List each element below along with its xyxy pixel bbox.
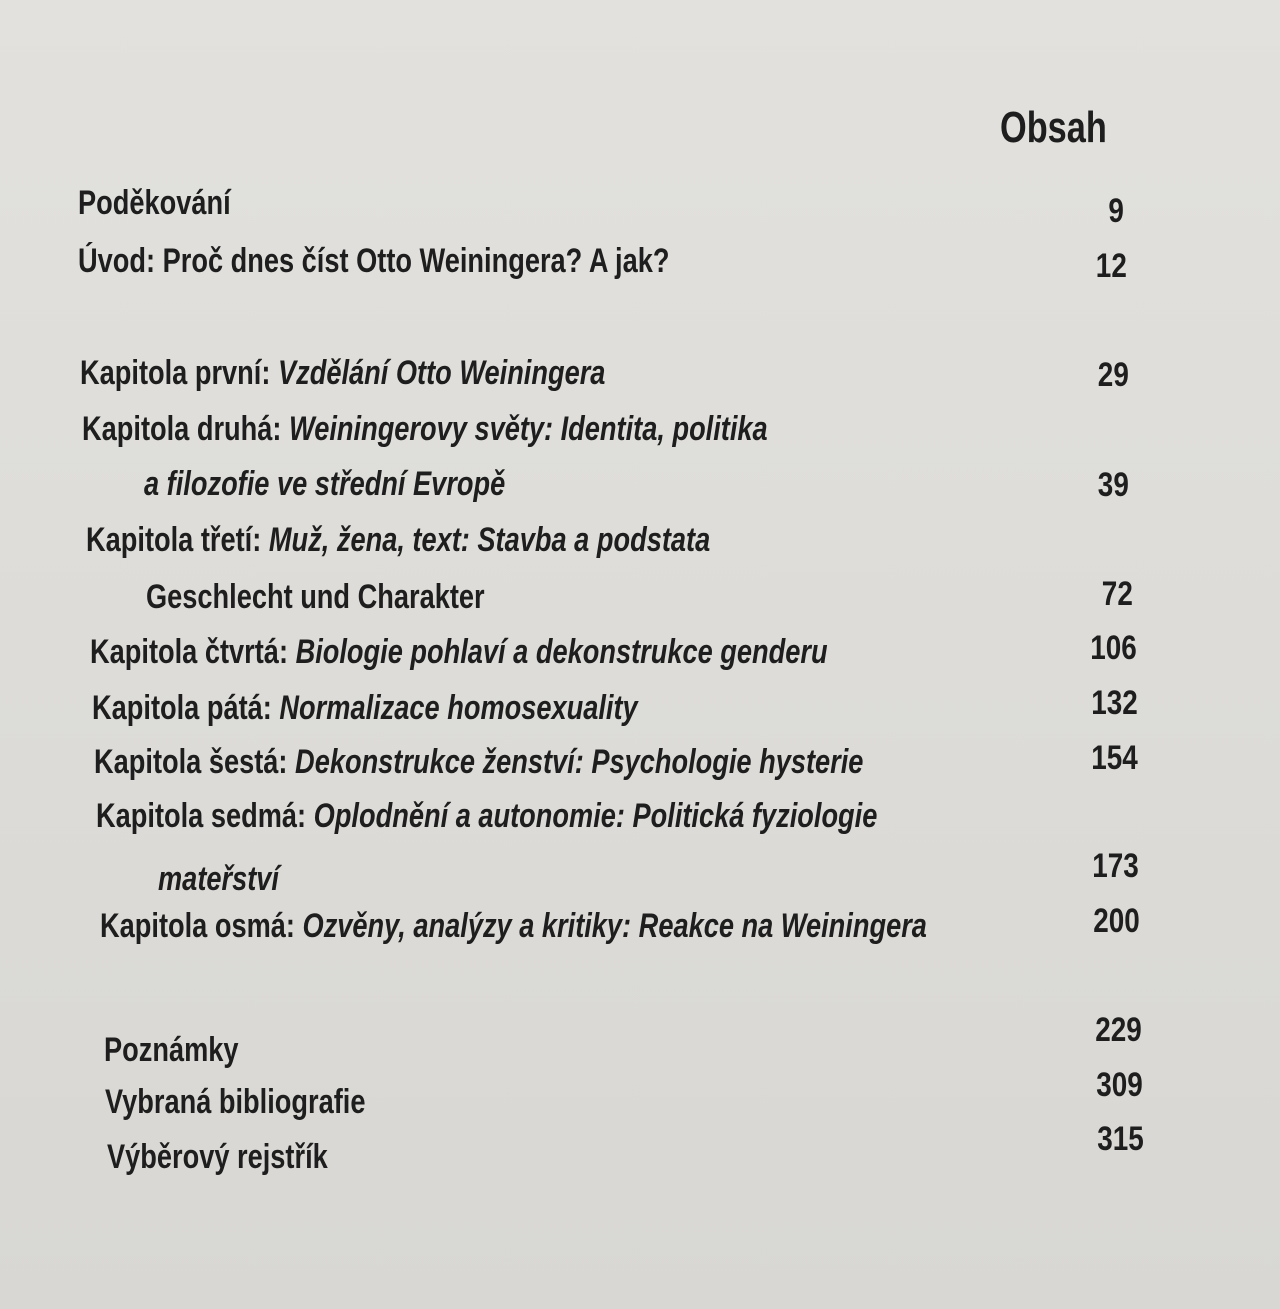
toc-entry-notes bbox=[104, 1031, 239, 1070]
toc-entry-chapter-6 bbox=[94, 743, 863, 782]
toc-entry-chapter-5 bbox=[92, 689, 638, 728]
chapter-prefix: Kapitola pátá: bbox=[92, 689, 272, 727]
chapter-prefix: Kapitola třetí: bbox=[86, 521, 262, 559]
toc-entry-index bbox=[107, 1138, 328, 1177]
toc-entry-label: Poznámky bbox=[104, 1031, 239, 1069]
toc-page-number: 29 bbox=[1097, 356, 1129, 394]
toc-entry-bibliography bbox=[105, 1083, 365, 1122]
chapter-title-continuation: mateřství bbox=[158, 860, 279, 898]
toc-page-number: 309 bbox=[1096, 1066, 1143, 1104]
toc-entry-label: Vybraná bibliografie bbox=[105, 1083, 366, 1121]
toc-entry-label: Úvod: Proč dnes číst Otto Weiningera? A jak? bbox=[78, 242, 670, 280]
toc-page-number: 9 bbox=[1108, 192, 1124, 230]
toc-page-number: 132 bbox=[1091, 684, 1138, 722]
chapter-prefix: Kapitola první: bbox=[80, 354, 271, 392]
chapter-title: Dekonstrukce ženství: Psychologie hysterie bbox=[295, 743, 864, 781]
toc-entry-chapter-3 bbox=[86, 521, 710, 560]
toc-entry-chapter-4 bbox=[90, 633, 828, 672]
chapter-title: Ozvěny, analýzy a kritiky: Reakce na Weiningera bbox=[302, 907, 927, 945]
chapter-prefix: Kapitola druhá: bbox=[82, 410, 282, 448]
toc-page-number: 12 bbox=[1095, 247, 1127, 285]
toc-page-number: 173 bbox=[1092, 847, 1139, 885]
chapter-title-continuation: Geschlecht und Charakter bbox=[146, 578, 485, 616]
toc-page-number: 154 bbox=[1091, 739, 1138, 777]
toc-entry-chapter-2-continuation bbox=[144, 465, 505, 504]
chapter-prefix: Kapitola sedmá: bbox=[96, 797, 307, 835]
toc-entry-chapter-3-continuation bbox=[146, 578, 485, 617]
toc-entry-introduction bbox=[78, 242, 669, 281]
toc-page-number: 200 bbox=[1093, 902, 1140, 940]
chapter-prefix: Kapitola osmá: bbox=[100, 907, 295, 945]
chapter-title: Vzdělání Otto Weiningera bbox=[277, 354, 606, 392]
chapter-title: Biologie pohlaví a dekonstrukce genderu bbox=[295, 633, 828, 671]
chapter-prefix: Kapitola čtvrtá: bbox=[90, 633, 288, 671]
toc-entry-chapter-1 bbox=[80, 354, 605, 393]
toc-entry-acknowledgements bbox=[78, 184, 231, 223]
toc-entry-chapter-2 bbox=[82, 410, 768, 449]
toc-page-number: 72 bbox=[1101, 575, 1133, 613]
toc-entry-chapter-7 bbox=[96, 797, 877, 836]
toc-entry-label: Výběrový rejstřík bbox=[107, 1138, 328, 1176]
chapter-title: Oplodnění a autonomie: Politická fyziologie bbox=[313, 797, 878, 835]
toc-page-number: 315 bbox=[1097, 1120, 1144, 1158]
toc-page-number: 106 bbox=[1090, 629, 1137, 667]
contents-title: Obsah bbox=[1000, 103, 1107, 152]
toc-page-number: 39 bbox=[1097, 466, 1129, 504]
chapter-title: Normalizace homosexuality bbox=[279, 689, 638, 727]
chapter-title-continuation: a filozofie ve střední Evropě bbox=[144, 465, 506, 503]
toc-entry-label: Poděkování bbox=[78, 184, 231, 222]
toc-entry-chapter-7-continuation bbox=[158, 860, 279, 899]
toc-page-number: 229 bbox=[1095, 1011, 1142, 1049]
chapter-prefix: Kapitola šestá: bbox=[94, 743, 288, 781]
toc-entry-chapter-8 bbox=[100, 907, 927, 946]
chapter-title: Weiningerovy světy: Identita, politika bbox=[289, 410, 768, 448]
chapter-title: Muž, žena, text: Stavba a podstata bbox=[268, 521, 711, 559]
